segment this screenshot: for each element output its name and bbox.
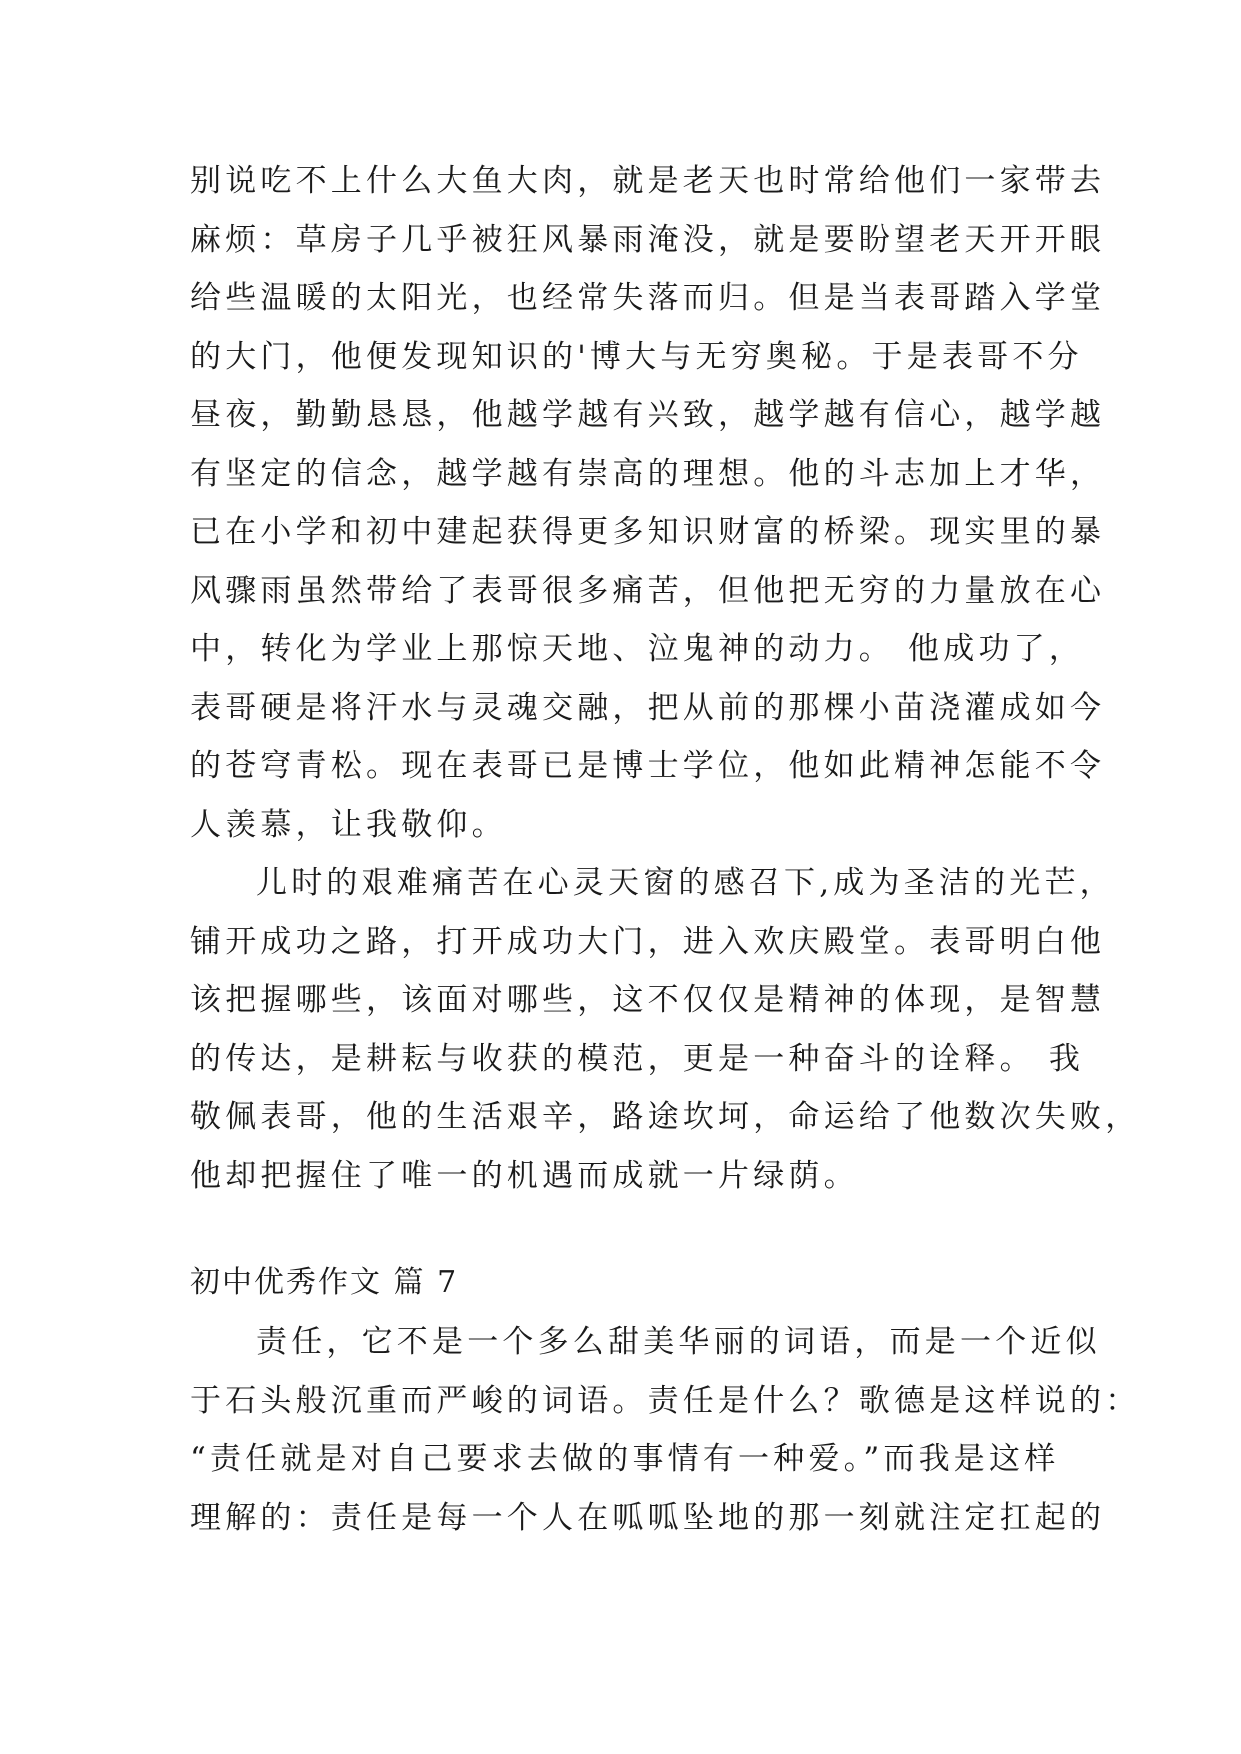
text-line: 中，转化为学业上那惊天地、泣鬼神的动力。 他成功了，: [190, 631, 1085, 667]
text-line: “责任就是对自己要求去做的事情有一种爱。”而我是这样: [190, 1441, 1060, 1477]
text-line: 敬佩表哥，他的生活艰辛，路途坎坷，命运给了他数次失败，: [190, 1099, 1141, 1135]
section-heading: [190, 1254, 1050, 1313]
text-line: 儿时的艰难痛苦在心灵天窗的感召下,成为圣洁的光芒，: [256, 865, 1115, 901]
text-line: 于石头般沉重而严峻的词语。责任是什么？歌德是这样说的：: [190, 1382, 1141, 1419]
text-line: 理解的：责任是每一个人在呱呱坠地的那一刻就注定扛起的: [190, 1499, 1106, 1536]
section-title: 初中优秀作文 篇 7: [190, 1265, 459, 1300]
paragraph-continuation: [190, 152, 1106, 854]
text-line: 麻烦：草房子几乎被狂风暴雨淹没，就是要盼望老天开开眼: [190, 221, 1106, 258]
text-line: 有坚定的信念，越学越有崇高的理想。他的斗志加上才华，: [190, 455, 1106, 492]
text-line: 风骤雨虽然带给了表哥很多痛苦，但他把无穷的力量放在心: [190, 572, 1106, 609]
text-line: 他却把握住了唯一的机遇而成就一片绿荫。: [190, 1157, 859, 1194]
text-line: 别说吃不上什么大鱼大肉，就是老天也时常给他们一家带去: [190, 163, 1106, 199]
text-line: 的大门，他便发现知识的'博大与无穷奥秘。于是表哥不分: [190, 338, 1083, 375]
paragraph: [190, 1313, 1141, 1547]
text-line: 已在小学和初中建起获得更多知识财富的桥梁。现实里的暴: [190, 514, 1106, 550]
text-line: 人羡慕，让我敬仰。: [190, 806, 507, 843]
text-line: 责任，它不是一个多么甜美华丽的词语，而是一个近似: [256, 1324, 1101, 1360]
paragraph: [190, 854, 1141, 1205]
text-line: 的传达，是耕耘与收获的模范，更是一种奋斗的诠释。 我: [190, 1040, 1085, 1077]
text-line: 的苍穹青松。现在表哥已是博士学位，他如此精神怎能不令: [190, 748, 1106, 784]
text-line: 该把握哪些，该面对哪些，这不仅仅是精神的体现，是智慧: [190, 982, 1106, 1018]
text-line: 铺开成功之路，打开成功大门，进入欢庆殿堂。表哥明白他: [190, 923, 1106, 960]
text-line: 给些温暖的太阳光，也经常失落而归。但是当表哥踏入学堂: [190, 280, 1106, 316]
text-line: 表哥硬是将汗水与灵魂交融，把从前的那棵小苗浇灌成如今: [190, 689, 1106, 726]
text-line: 昼夜，勤勤恳恳，他越学越有兴致，越学越有信心，越学越: [190, 397, 1106, 433]
